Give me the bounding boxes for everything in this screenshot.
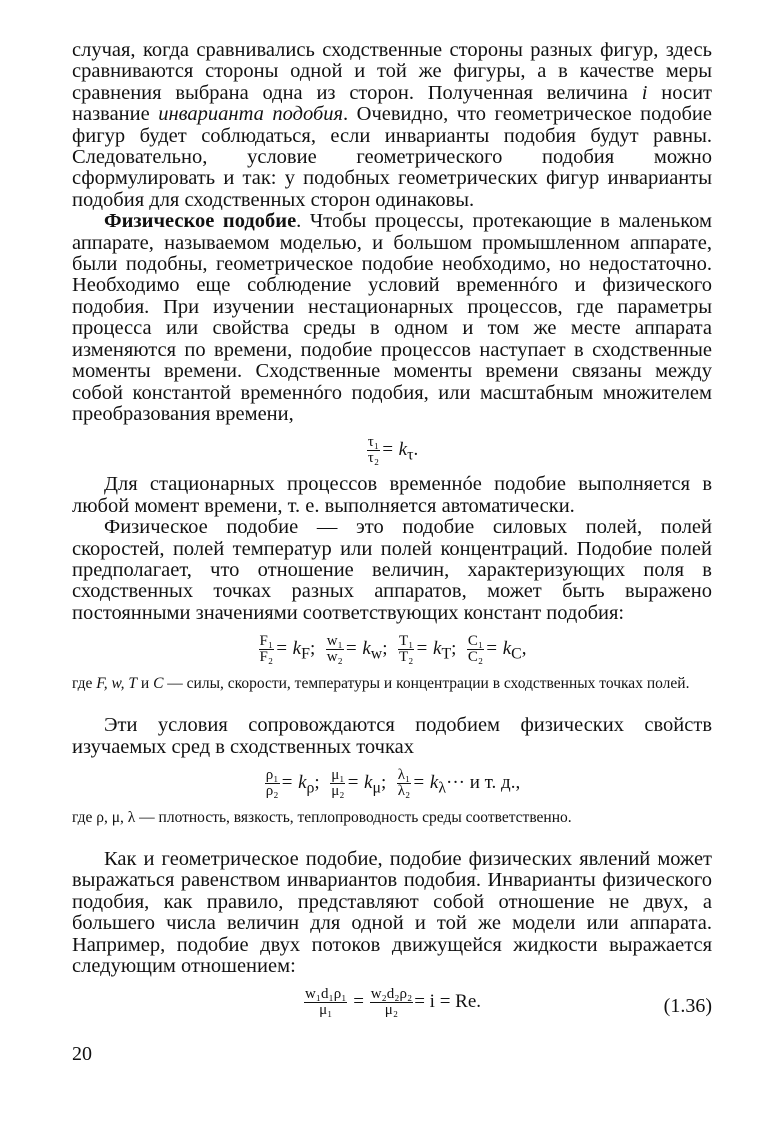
paragraph-text: . Чтобы процессы, протекающие в маленьком аппарате, называемом моделью, и большом промышленном аппарате, были подобны, геометрическое подобие необходимо, но недостаточно. Необходимо еще соблюдение условий временнóго и физического подобия. При изучении нестационарных процессов, где параметры процесса или свойства среды в одном и том же месте аппарата изменяются по времени, подобие процессов наступает в сходственные моменты времени. Сходственные моменты времени связаны между собой константой временнóго подобия, или масштабным множителем преобразования времени, xyxy=(72,210,712,425)
formula-property-constants: $\frac{\text{ρ₁}}{\text{ρ₂}}$ = $k_\rho$; $\frac{\text{μ₁}}{\text{μ₂}}$ = $k_\mu$; $\frac{\text{λ₁}}{\text{λ₂}}$ = $k_\lambda\cdot\cdot\cdot и$ т. д., xyxy=(265,766,521,799)
paragraph-physical-similarity xyxy=(72,211,712,425)
fraction: $\frac{\text{τ₁}}{\text{τ₂}}$ xyxy=(367,434,380,467)
formula-field-constants: $\frac{\text{F₁}}{\text{F₂}}$ = $k_F$; $\frac{\text{w₁}}{\text{w₂}}$ = $k_w$; $\frac{\text{T₁}}{\text{T₂}}$ = $k_T$; $\frac{\text{C₁}}{\text{C₂}}$ = $k_C$, xyxy=(259,633,527,666)
page-content xyxy=(72,40,712,1026)
paragraph-text: носит название xyxy=(72,81,713,126)
heading-physical-similarity: Физическое подобие xyxy=(104,210,297,233)
paragraph-text: случая, когда сравнивались сходственные стороны разных фигур, здесь сравниваются стороны одной и той же фигуры, а в качестве меры сравнения выбрана одна из сторон. Полученная величина xyxy=(72,39,712,104)
paragraph-properties: Эти условия сопровождаются подобием физических свойств изучаемых сред в сходственных точках xyxy=(72,714,712,758)
equation-number: (1.36) xyxy=(663,995,712,1018)
paragraph-text: . Очевидно, что геометрическое подобие фигур будет соблюдаться, если инварианты подобия будут равны. Следовательно, условие геометрического подобия можно сформулировать и так: у подобных геометрических фигур инварианты подобия для сходственных сторон одинаковы. xyxy=(72,103,712,211)
footnote-field-variables: где F, w, T и C — силы, скорости, температуры и концентрации в сходственных точках полей. xyxy=(72,675,690,693)
term-invariant: инварианта подобия xyxy=(158,103,344,126)
variable-i: i xyxy=(641,81,648,104)
paragraph-physical-invariants: Как и геометрическое подобие, подобие физических явлений может выражаться равенством инвариантов подобия. Инварианты физического подобия, как правило, представляют собой отношение не двух, а большего числа величин для одной и той же модели или аппарата. Например, подобие двух потоков движущейся жидкости выражается следующим отношением: xyxy=(72,847,712,977)
page-number: 20 xyxy=(72,1043,92,1065)
paragraph-geometric-invariant xyxy=(72,40,712,211)
paragraph-field-similarity: Физическое подобие — это подобие силовых полей, полей скоростей, полей температур или полей концентраций. Подобие полей предполагает, что отношение величин, характеризующих поля в сходственных точках разных аппаратов, может быть выражено постоянными значениями соответствующих констант подобия: xyxy=(72,516,712,624)
footnote-property-variables: где ρ, μ, λ — плотность, вязкость, теплопроводность среды соответственно. xyxy=(72,808,572,826)
paragraph-stationary: Для стационарных процессов временнóе подобие выполняется в любой момент времени, т. е. выполняется автоматически. xyxy=(72,473,712,517)
formula-time-similarity: $\frac{\text{τ₁}}{\text{τ₂}}$ = $k_\tau$. xyxy=(367,434,419,467)
formula-reynolds: $\frac{\text{w₁d₁ρ₁}}{\text{μ₁}}$ = $\frac{\text{w₂d₂ρ₂}}{\text{μ₂}}$ = i = Re. (1.36) xyxy=(304,986,712,1019)
